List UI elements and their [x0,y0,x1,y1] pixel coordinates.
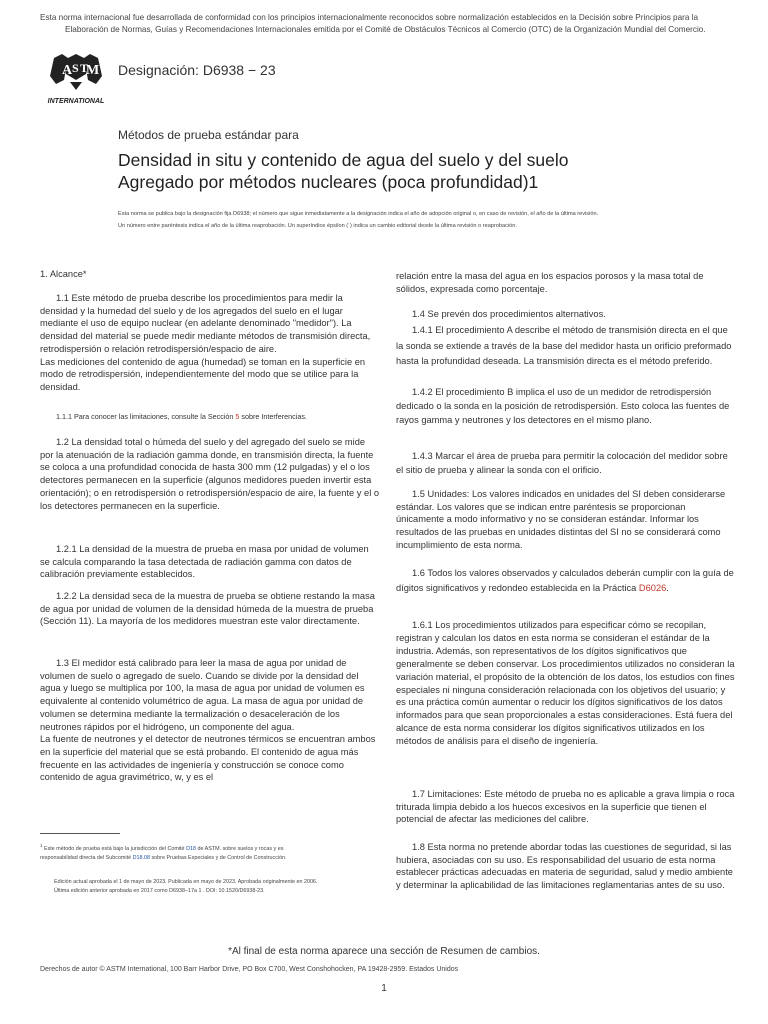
edition-line-1: Edición actual aprobada el 1 de mayo de 2023. Publicada en mayo de 2023. Aprobada originalmente en 2006. [54,879,318,885]
practice-d6026-link[interactable]: D6026 [638,583,667,593]
copyright-line: Derechos de autor © ASTM International, 100 Barr Harbor Drive, PO Box C700, West Conshohocken, PA 19428-2959. Estados Unidos [40,966,459,973]
footnote-line-2-tail: sobre Pruebas Especiales y de Control de Construcción. [149,854,287,861]
footnote-1 [40,841,370,863]
footnote-line-1: Este método de prueba está bajo la jurisdicción del Comité [44,845,187,852]
paragraph-1-3 [40,657,380,784]
paragraph-1-6-text: 1.6 Todos los valores observados y calculados deberán cumplir con la guía de dígitos significativos y redondeo establecida en la Práctica [396,568,734,593]
subcommittee-d18-08-link[interactable]: D18.08 [132,854,150,861]
paragraph-1-1-1 [40,412,380,422]
paragraph-1-4-3: 1.4.3 Marcar el área de prueba para permitir la colocación del medidor sobre el sitio de prueba y alinear la sonda con el orificio. [396,451,728,475]
document-subtitle: Métodos de prueba estándar para [118,128,299,142]
committee-d18-link[interactable]: D18 [186,845,196,852]
paragraph-1-8: 1.8 Esta norma no pretende abordar todas las cuestiones de seguridad, si las hubiera, asociadas con su uso. Es responsabilidad del usuario de esta norma establecer prácticas adecuadas en materia de seguridad, salud y medio ambiente y determinar la aplicabilidad de las limitaciones reglamentarias antes de su uso. [396,842,733,891]
summary-of-changes-note: *Al final de esta norma aparece una sección de Resumen de cambios. [228,946,540,957]
paragraph-1-1-1-tail: sobre Interferencias. [239,412,307,421]
section-heading-scope: 1. Alcance* [40,269,87,279]
logo-international-text: INTERNATIONAL [47,98,105,105]
paragraph-1-3-continued: La fuente de neutrones y el detector de neutrones térmicos se encuentran ambos en la superficie del material que se está probando. El contenido de agua más frecuente en las actividades de ingeniería y construcción se conoce como contenido de agua gravimétrico, w, y es el [40,734,376,783]
svg-text:S: S [72,61,79,75]
paragraph-1-6 [396,566,736,596]
title-line-2: Agregado por métodos nucleares (poca profundidad)1 [118,172,539,192]
international-standard-notice [40,12,730,35]
paragraph-1-2-1: 1.2.1 La densidad de la muestra de prueba en masa por unidad de volumen se calcula comparando la tasa detectada de radiación gamma con datos de calibración previamente establecidos. [40,544,369,580]
document-title [118,149,678,193]
edition-note [40,878,370,896]
astm-logo [40,50,112,108]
page-number: 1 [381,983,387,994]
svg-text:M: M [86,63,100,78]
paragraph-1-1-text: 1.1 Este método de prueba describe los procedimientos para medir la densidad y la humedad del suelo y de los agregados del suelo en el lugar mediante el uso de equipo nuclear (en adelante denominado "medidor"). La densidad del material se puede medir mediante métodos de transmisión directa, retrodispersión o relación retrodispersión/espacio de aire. [40,293,371,354]
paragraph-1-4-2: 1.4.2 El procedimiento B implica el uso de un medidor de retrodispersión dedicado o la sonda en la posición de retrodispersión. Esto coloca las fuentes de rayos gamma y neutrones y los detectores en el mismo plano. [396,387,730,425]
edition-line-2: Última edición anterior aprobada en 2017 como D6938–17a 1 . DOI: 10.1520/D6938-23. [54,888,265,894]
paragraph-1-1-continued: Las mediciones del contenido de agua (humedad) se toman en la superficie en modo de retrodispersión, independientemente del modo que se utilice para la densidad. [40,356,366,392]
paragraph-1-6-tail: . [666,583,669,593]
paragraph-1-7: 1.7 Limitaciones: Este método de prueba no es aplicable a grava limpia o roca triturada limpia debido a los huecos excesivos en la superficie que tienen el potencial de afectar las mediciones del calibre. [396,789,735,825]
paragraph-1-4-1: 1.4.1 El procedimiento A describe el método de transmisión directa en el que la sonda se extiende a través de la base del medidor hasta un orificio preformado hasta la profundidad deseada. La transmisión directa es el método preferido. [396,325,732,366]
notice-line-1: Esta norma internacional fue desarrollada de conformidad con los principios internacionalmente reconocidos sobre normalización establecidos en la Decisión sobre Principios para la [40,13,699,22]
publication-note-1: Esta norma se publica bajo la designación fija D6938; el número que sigue inmediatamente a la designación indica el año de adopción original o, en caso de revisión, el año de la última revisión. [118,211,599,217]
footnote-rule [40,833,120,834]
footnote-line-2: responsabilidad directa del Subcomité [40,854,133,861]
paragraph-1-2: 1.2 La densidad total o húmeda del suelo y del agregado del suelo se mide por la atenuación de la radiación gamma donde, en transmisión directa, la fuente se coloca a una profundidad conocida de hasta 300 mm (12 pulgadas) y el o los detectores permanecen en la superficie (algunos medidores pueden invertir esta orientación); o en retrodispersión o retrodispersión/espacio de aire, la fuente y el o los detectores permanecen en la superficie. [40,437,380,511]
paragraph-1-1-1-text: 1.1.1 Para conocer las limitaciones, consulte la Sección [56,412,236,421]
paragraph-1-4: 1.4 Se prevén dos procedimientos alternativos. [412,309,606,319]
footnote-line-1-tail: de ASTM. sobre suelos y rocas y es [195,845,284,852]
svg-text:T: T [80,61,89,75]
paragraph-1-6-1: 1.6.1 Los procedimientos utilizados para especificar cómo se recopilan, registran y calculan los datos en esta norma se consideran el estándar de la industria. Además, son representativos de los dígitos significativos que generalmente se deben conservar. Los procedimientos utilizados no consideran la variación material, el propósito de la obtención de los datos, los estudios con fines especiales ni ninguna consideración relacionada con los objetivos del usuario; y es una práctica común aumentar o reducir los dígitos significativos de los datos informados para que sean proporcionales a estas consideraciones. Está fuera del alcance de esta norma considerar los dígitos significativos utilizados en los métodos de análisis para el diseño de ingeniería. [396,620,735,747]
paragraph-1-1 [40,292,380,394]
designation: Designación: D6938 − 23 [118,62,276,78]
title-line-1: Densidad in situ y contenido de agua del suelo y del suelo [118,150,569,170]
footnote-mark: 1 [40,843,43,848]
svg-text:A: A [62,63,73,78]
publication-note-2: Un número entre paréntesis indica el año de la última reaprobación. Un superíndice épsilon (´) indica un cambio editorial desde la última revisión o reaprobación. [118,223,517,229]
paragraph-1-3-text: 1.3 El medidor está calibrado para leer la masa de agua por unidad de volumen de suelo o agregado de suelo. Cuando se divide por la densidad del agua y luego se multiplica por 100, la masa de agua por unidad de volumen es equivalente al contenido volumétrico de agua. La masa de agua por unidad de volumen se determina mediante la termalización o desaceleración de los neutrones rápidos por el hidrógeno, un componente del agua. [40,658,365,732]
paragraph-1-2-2: 1.2.2 La densidad seca de la muestra de prueba se obtiene restando la masa de agua por unidad de volumen de la densidad húmeda de la muestra de prueba (Sección 11). La mayoría de los medidores muestran este valor directamente. [40,591,375,627]
section-5-link[interactable]: 5 [235,412,240,421]
paragraph-1-3-continuation: relación entre la masa del agua en los espacios porosos y la masa total de sólidos, expresada como porcentaje. [396,271,704,294]
notice-line-2: Elaboración de Normas, Guías y Recomendaciones Internacionales emitida por el Comité de Obstáculos Técnicos al Comercio (OTC) de la Organización Mundial del Comercio. [65,24,706,34]
paragraph-1-5: 1.5 Unidades: Los valores indicados en unidades del SI deben considerarse estándar. Los valores que se indican entre paréntesis se proporcionan únicamente a modo informativo y no se consideran estándar. Informar los resultados de las pruebas en unidades distintas del SI no se considerará como incumplimiento de esta norma. [396,489,726,550]
